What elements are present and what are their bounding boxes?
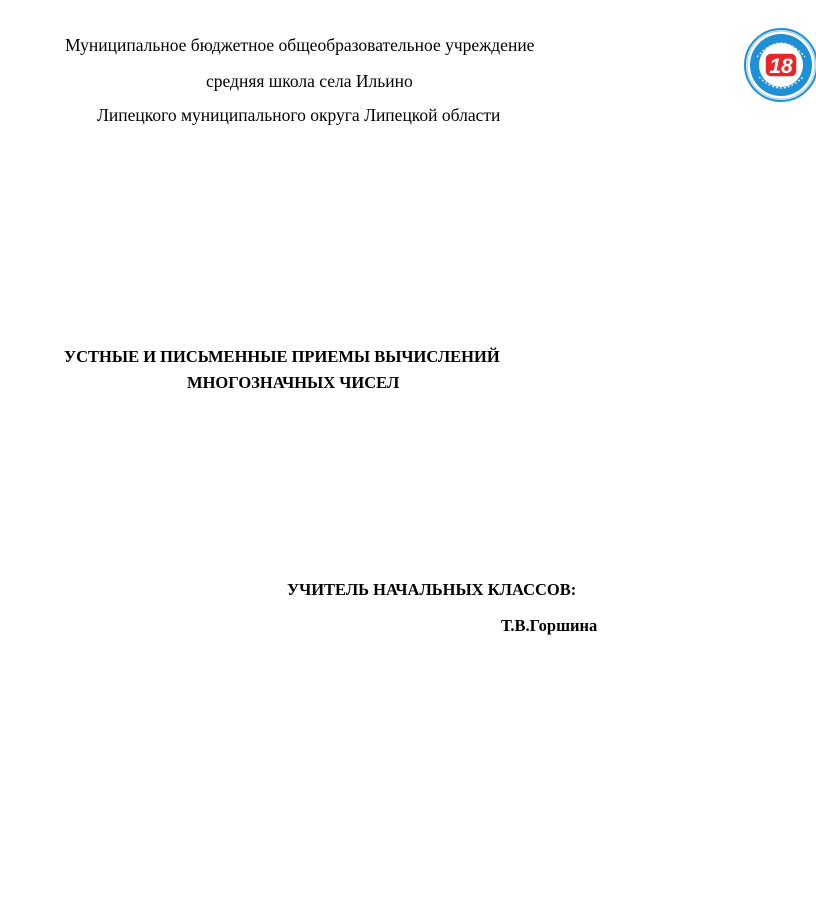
document-title-line-2: МНОГОЗНАЧНЫХ ЧИСЕЛ xyxy=(187,373,400,392)
school-emblem-icon xyxy=(743,27,816,103)
author-role: УЧИТЕЛЬ НАЧАЛЬНЫХ КЛАССОВ: xyxy=(287,580,577,599)
document-title-line-1: УСТНЫЕ И ПИСЬМЕННЫЕ ПРИЕМЫ ВЫЧИСЛЕНИЙ xyxy=(64,347,500,366)
institution-name-line-1: Муниципальное бюджетное общеобразовательное учреждение xyxy=(65,35,535,55)
institution-name-line-3: Липецкого муниципального округа Липецкой области xyxy=(97,105,501,125)
emblem-number: 18 xyxy=(769,55,793,78)
author-name: Т.В.Горшина xyxy=(501,616,598,635)
institution-name-line-2: средняя школа села Ильино xyxy=(206,71,413,91)
